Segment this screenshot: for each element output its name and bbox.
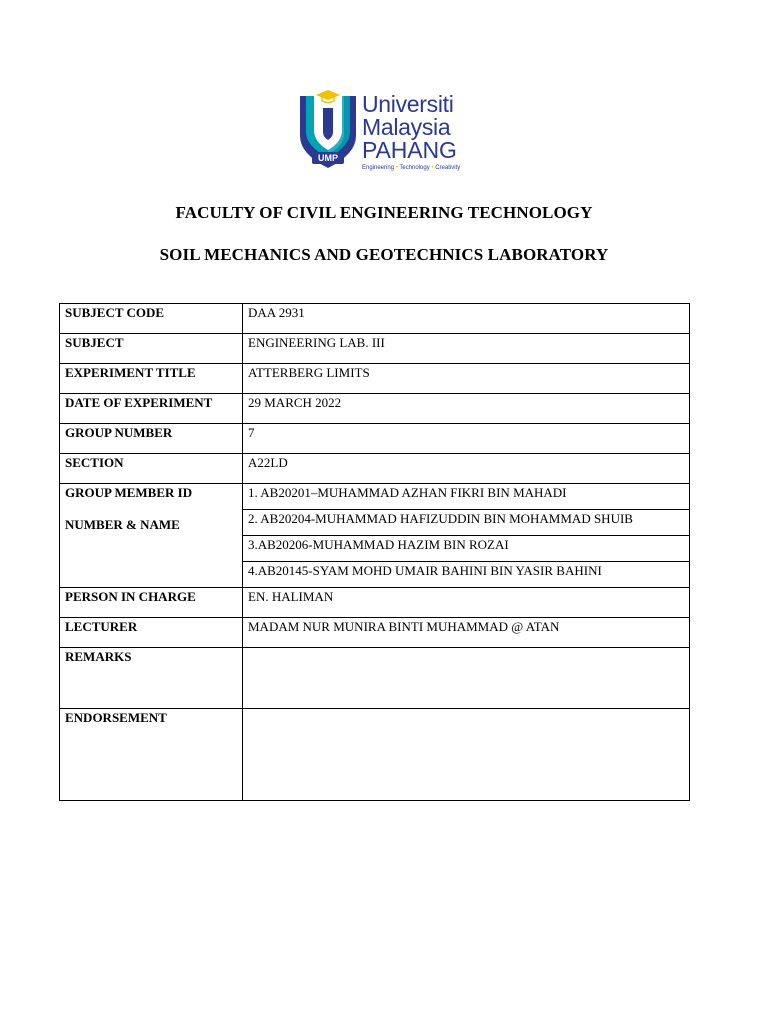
table-row bbox=[60, 454, 690, 484]
lecturer-value: MADAM NUR MUNIRA BINTI MUHAMMAD @ ATAN bbox=[243, 618, 690, 648]
logo-line-pahang: PAHANG bbox=[362, 137, 457, 163]
subject-code-label: SUBJECT CODE bbox=[60, 304, 243, 334]
tagline-engineering: Engineering bbox=[362, 165, 395, 171]
lab-heading: SOIL MECHANICS AND GEOTECHNICS LABORATORY bbox=[159, 245, 609, 264]
table-row bbox=[60, 364, 690, 394]
table-row bbox=[60, 394, 690, 424]
university-logo bbox=[298, 88, 470, 170]
subject-label: SUBJECT bbox=[60, 334, 243, 364]
table-row bbox=[60, 334, 690, 364]
table-row bbox=[60, 304, 690, 334]
table-row bbox=[60, 618, 690, 648]
table-row bbox=[60, 424, 690, 454]
endorsement-label: ENDORSEMENT bbox=[60, 709, 243, 801]
section-value: A22LD bbox=[243, 454, 690, 484]
logo-line-malaysia: Malaysia bbox=[362, 114, 451, 140]
group-members-label-line1: GROUP MEMBER ID bbox=[65, 485, 193, 500]
subject-value: ENGINEERING LAB. III bbox=[243, 334, 690, 364]
group-members-label-line2: NUMBER & NAME bbox=[65, 517, 180, 532]
table-row bbox=[60, 588, 690, 618]
group-number-value: 7 bbox=[243, 424, 690, 454]
remarks-value bbox=[243, 648, 690, 709]
faculty-heading: FACULTY OF CIVIL ENGINEERING TECHNOLOGY bbox=[175, 203, 593, 222]
tagline-technology: Technology bbox=[399, 165, 430, 171]
table-row bbox=[60, 648, 690, 709]
remarks-label: REMARKS bbox=[60, 648, 243, 709]
group-member-3: 3.AB20206-MUHAMMAD HAZIM BIN ROZAI bbox=[243, 536, 690, 562]
cover-info-table bbox=[59, 303, 690, 801]
person-in-charge-label: PERSON IN CHARGE bbox=[60, 588, 243, 618]
lecturer-label: LECTURER bbox=[60, 618, 243, 648]
group-members-label bbox=[60, 484, 243, 588]
date-value: 29 MARCH 2022 bbox=[243, 394, 690, 424]
endorsement-value bbox=[243, 709, 690, 801]
experiment-title-label: EXPERIMENT TITLE bbox=[60, 364, 243, 394]
person-in-charge-value: EN. HALIMAN bbox=[243, 588, 690, 618]
ump-badge-label: UMP bbox=[318, 153, 338, 163]
group-member-4: 4.AB20145-SYAM MOHD UMAIR BAHINI BIN YASIR BAHINI bbox=[243, 562, 690, 588]
section-label: SECTION bbox=[60, 454, 243, 484]
table-row bbox=[60, 484, 690, 510]
group-number-label: GROUP NUMBER bbox=[60, 424, 243, 454]
tagline-creativity: Creativity bbox=[435, 165, 461, 171]
subject-code-value: DAA 2931 bbox=[243, 304, 690, 334]
group-member-1: 1. AB20201–MUHAMMAD AZHAN FIKRI BIN MAHADI bbox=[243, 484, 690, 510]
group-member-2: 2. AB20204-MUHAMMAD HAFIZUDDIN BIN MOHAMMAD SHUIB bbox=[243, 510, 690, 536]
logo-tagline: Engineering • Technology • Creativity bbox=[362, 165, 461, 171]
date-label: DATE OF EXPERIMENT bbox=[60, 394, 243, 424]
table-row bbox=[60, 709, 690, 801]
experiment-title-value: ATTERBERG LIMITS bbox=[243, 364, 690, 394]
logo-line-universiti: Universiti bbox=[362, 91, 454, 117]
